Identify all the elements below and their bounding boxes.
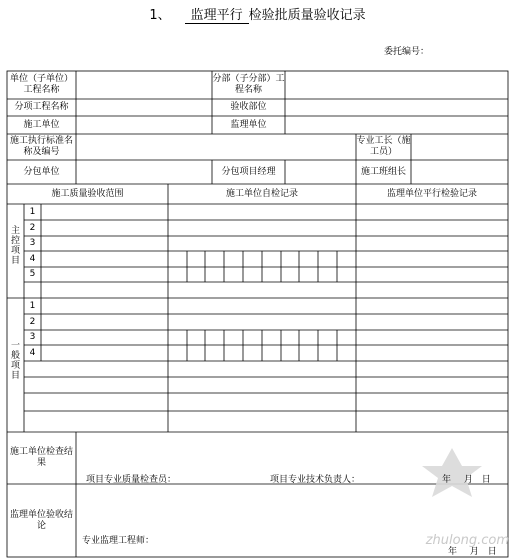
general-items-label: 一般项目 [9,340,19,380]
standard-label: 施工执行标准名称及编号 [9,136,73,157]
main-item-number: 5 [29,269,36,279]
range-column-header: 施工质量验收范围 [51,188,124,199]
main-items-label: 主控项目 [9,225,19,265]
main-item-number: 4 [29,253,36,264]
item-project-label: 分项工程名称 [14,102,69,112]
month-label: 月 [469,547,479,557]
tech-lead-label: 项目专业技术负责人： [270,475,361,485]
supervision-unit-label: 监理单位 [230,119,267,130]
quality-inspector-label: 项目专业质量检查员： [86,475,177,485]
self-check-column-header: 施工单位自检记录 [225,188,298,199]
title-underlined: 监理平行 [185,9,249,24]
foreman-label: 专业工长（施工员） [356,136,411,157]
watermark: zhulong.com [425,533,509,548]
subcontract-unit-label: 分包单位 [23,166,60,177]
title-text: 检验批质量验收记录 [248,8,366,23]
day-label: 日 [487,547,497,557]
general-item-number: 3 [29,332,36,342]
unit-project-label: 单位（子单位）工程名称 [9,74,73,95]
year-label: 年 [442,475,452,485]
construction-unit-label: 施工单位 [23,119,60,130]
supervision-engineer-label: 专业监理工程师： [82,536,155,546]
general-item-number: 1 [29,300,36,311]
month-label: 月 [463,475,473,485]
check-result-label: 施工单位检查结果 [9,447,73,468]
reference-number-label: 委托编号： [384,47,430,57]
main-item-number: 3 [29,238,36,248]
main-item-number: 2 [29,222,36,233]
acceptance-part-label: 验收部位 [230,102,267,112]
check-date [442,472,491,485]
year-label: 年 [448,547,458,557]
title-number: 1、 [149,8,171,23]
general-item-number: 2 [29,316,36,327]
conclusion-label: 监理单位验收结论 [9,509,73,531]
main-item-number: 1 [29,206,36,217]
day-label: 日 [481,475,491,485]
sub-project-label: 分部（子分部）工程名称 [212,74,285,95]
parallel-check-column-header: 监理单位平行检验记录 [386,188,477,199]
general-item-number: 4 [29,347,36,358]
sub-manager-label: 分包项目经理 [221,166,276,177]
team-leader-label: 施工班组长 [360,166,406,177]
